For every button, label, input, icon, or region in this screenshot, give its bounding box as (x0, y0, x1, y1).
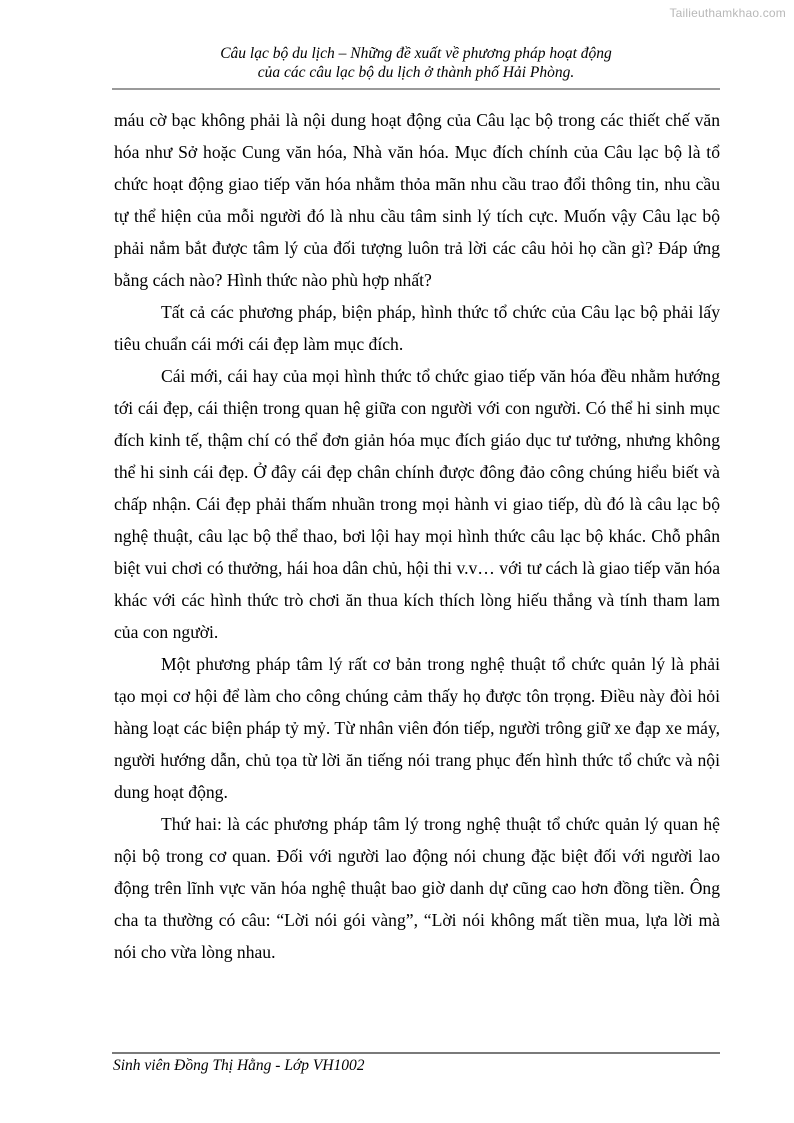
paragraph: Tất cả các phương pháp, biện pháp, hình thức tổ chức của Câu lạc bộ phải lấy tiêu chuẩn cái mới cái đẹp làm mục đích. (114, 302, 720, 354)
header-divider (112, 88, 720, 90)
header-title-line-2: của các câu lạc bộ du lịch ở thành phố Hải Phòng. (257, 64, 575, 81)
footer-divider (112, 1052, 720, 1054)
watermark: Tailieuthamkhao.com (669, 6, 786, 20)
paragraph: Thứ hai: là các phương pháp tâm lý trong nghệ thuật tổ chức quản lý quan hệ nội bộ trong cơ quan. Đối với người lao động nói chung đặc biệt đối với người lao động trên lĩnh vực văn hóa nghệ thuật bao giờ danh dự cũng cao hơn đồng tiền. Ông cha ta thường có câu: “Lời nói gói vàng”, “Lời nói không mất tiền mua, lựa lời mà nói cho vừa lòng nhau. (114, 814, 720, 962)
page-footer: Sinh viên Đồng Thị Hằng - Lớp VH1002 (113, 1057, 365, 1074)
paragraph: Một phương pháp tâm lý rất cơ bản trong nghệ thuật tổ chức quản lý là phải tạo mọi cơ hội để làm cho công chúng cảm thấy họ được tôn trọng. Điều này đòi hỏi hàng loạt các biện pháp tỷ mỷ. Từ nhân viên đón tiếp, người trông giữ xe đạp xe máy, người hướng dẫn, chủ tọa từ lời ăn tiếng nói trang phục đến hình thức tổ chức và nội dung hoạt động. (114, 654, 720, 802)
page-header (112, 44, 720, 82)
document-body (114, 104, 720, 968)
paragraph: Cái mới, cái hay của mọi hình thức tổ chức giao tiếp văn hóa đều nhằm hướng tới cái đẹp, cái thiện trong quan hệ giữa con người với con người. Có thể hi sinh mục đích kinh tế, thậm chí có thể đơn giản hóa mục đích giáo dục tư tưởng, nhưng không thể hi sinh cái đẹp. Ở đây cái đẹp chân chính được đông đảo công chúng hiểu biết và chấp nhận. Cái đẹp phải thấm nhuần trong mọi hành vi giao tiếp, dù đó là câu lạc bộ nghệ thuật, câu lạc bộ thể thao, bơi lội hay mọi hình thức câu lạc bộ khác. Chỗ phân biệt vui chơi có thưởng, hái hoa dân chủ, hội thi v.v… với tư cách là giao tiếp văn hóa khác với các hình thức trò chơi ăn thua kích thích lòng hiếu thắng và tính tham lam của con người. (114, 366, 720, 642)
header-title-line-1: Câu lạc bộ du lịch – Những đề xuất về phương pháp hoạt động (220, 45, 612, 62)
paragraph: máu cờ bạc không phải là nội dung hoạt động của Câu lạc bộ trong các thiết chế văn hóa như Sở hoặc Cung văn hóa, Nhà văn hóa. Mục đích chính của Câu lạc bộ là tổ chức hoạt động giao tiếp văn hóa nhằm thỏa mãn nhu cầu trao đổi thông tin, nhu cầu tự thể hiện của mỗi người đó là nhu cầu tâm sinh lý tích cực. Muốn vậy Câu lạc bộ phải nắm bắt được tâm lý của đối tượng luôn trả lời các câu hỏi họ cần gì? Đáp ứng bằng cách nào? Hình thức nào phù hợp nhất? (114, 110, 720, 290)
